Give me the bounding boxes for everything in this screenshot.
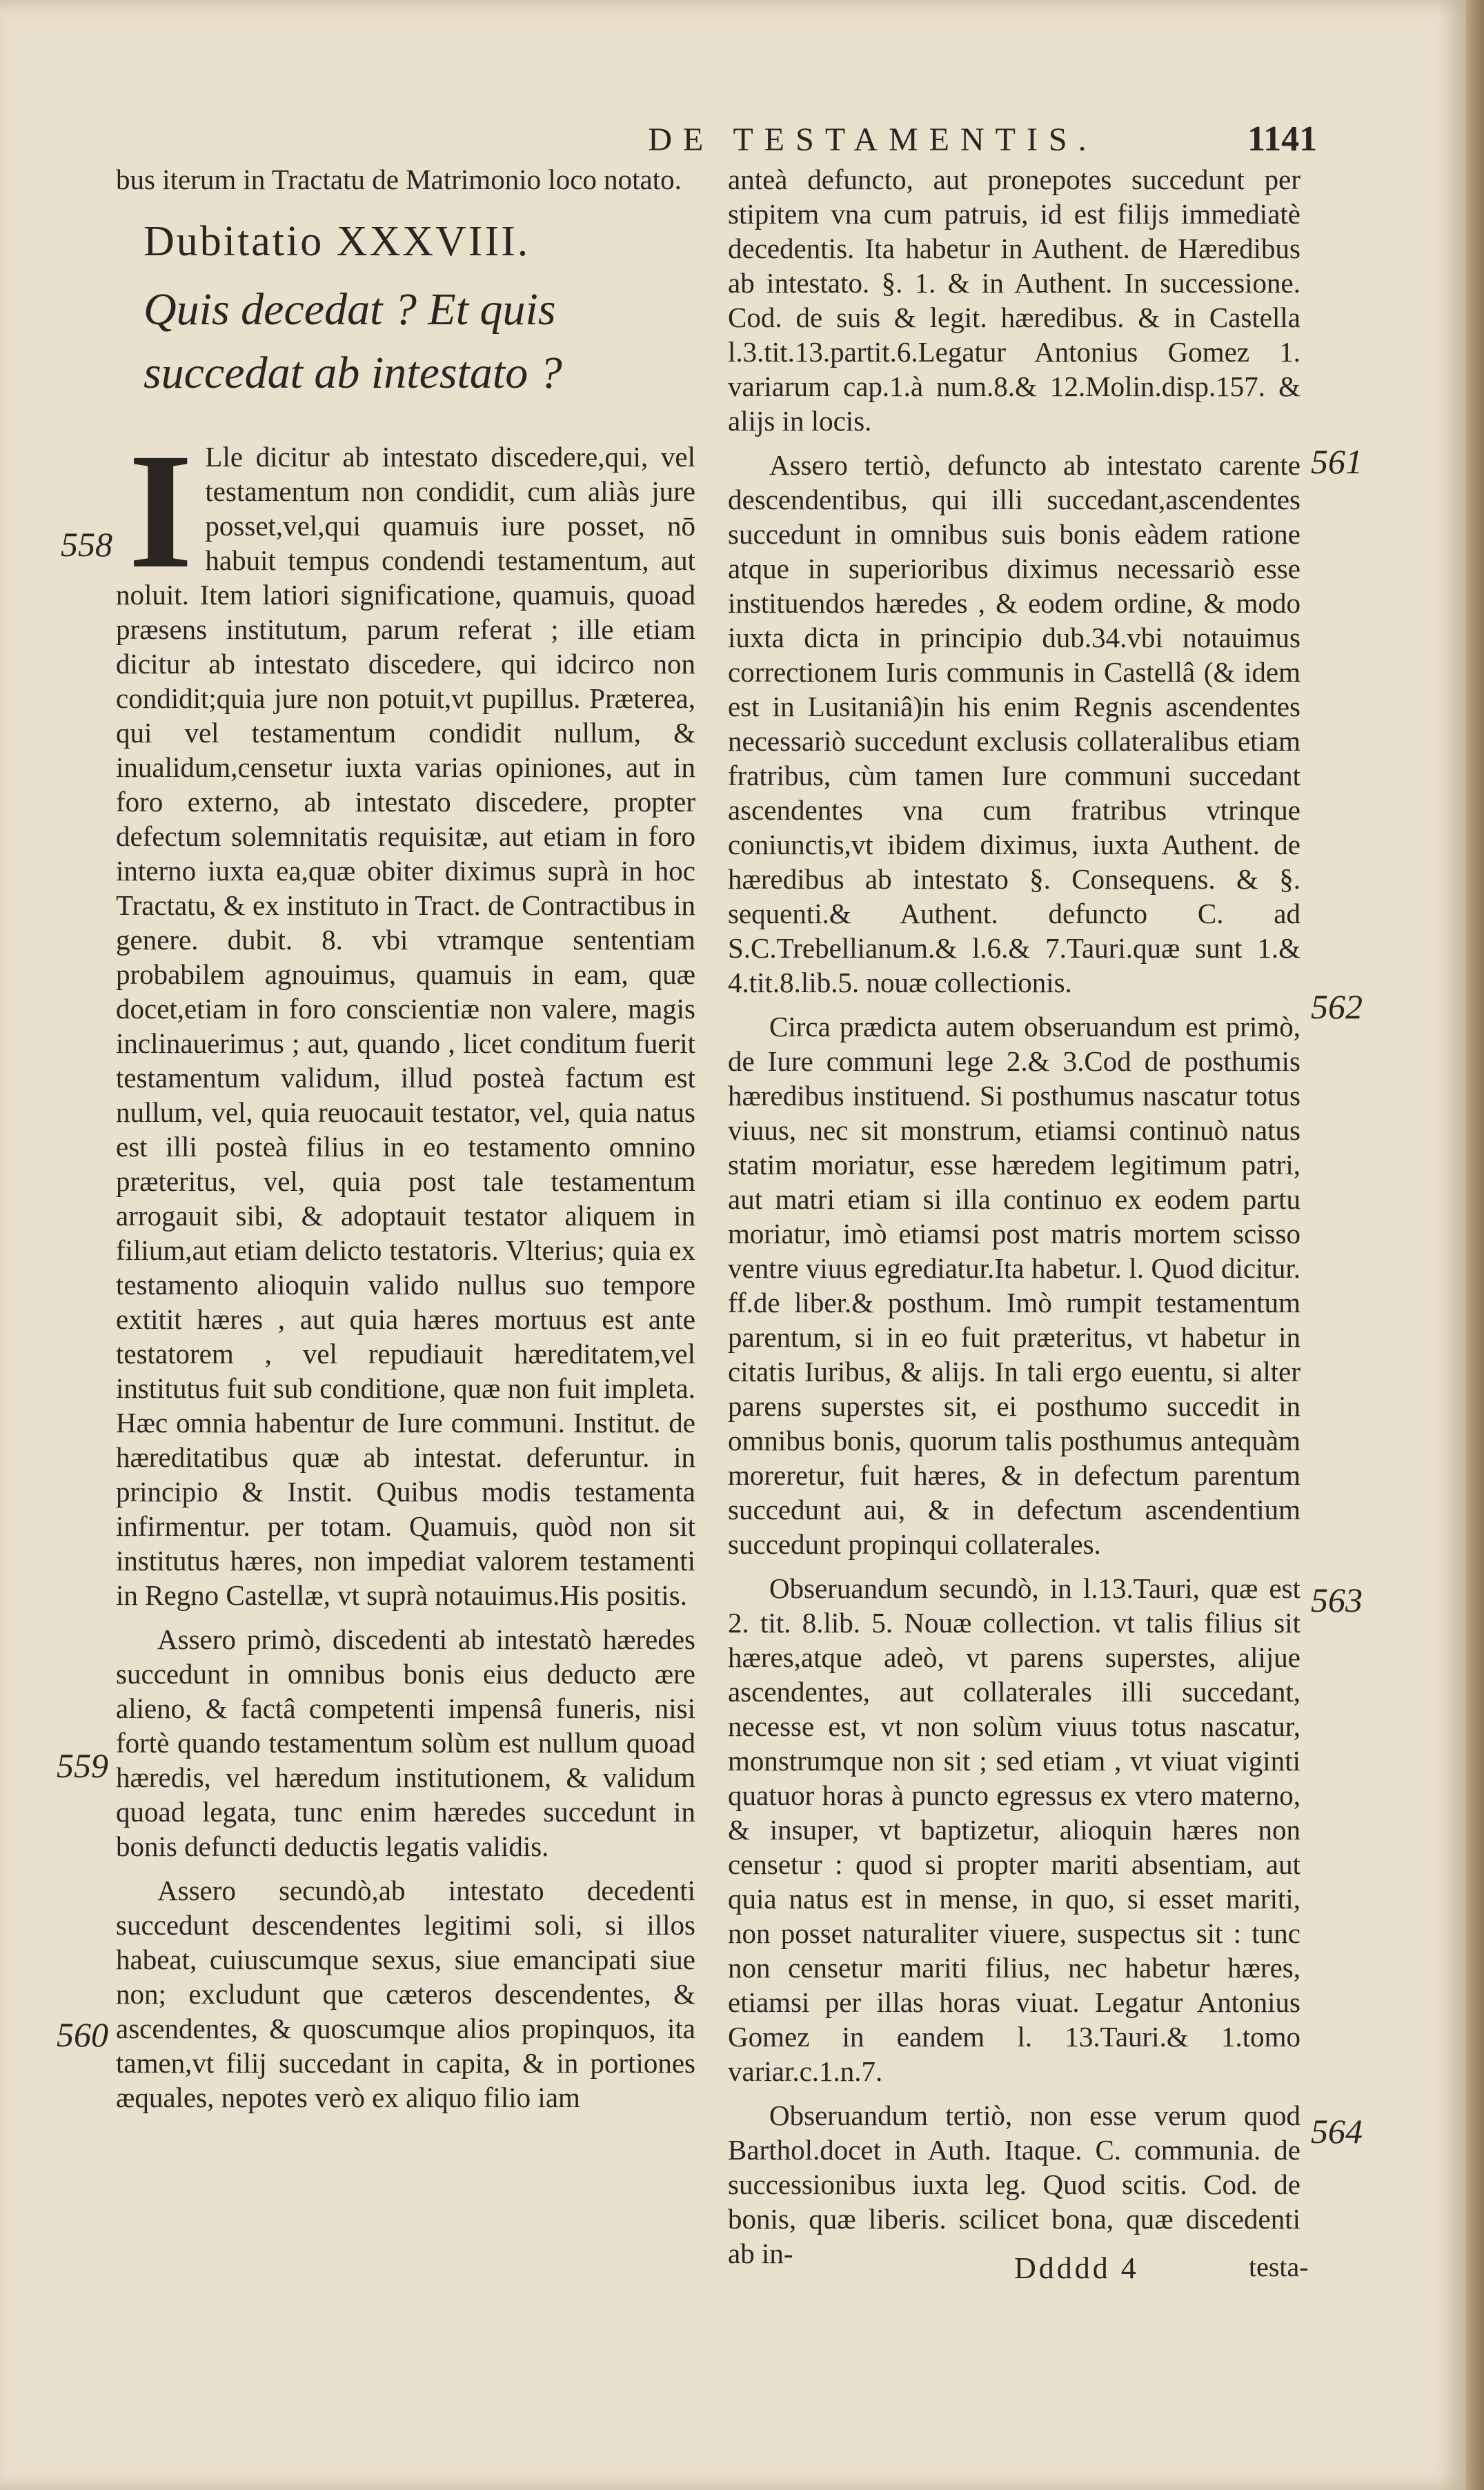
paragraph: Obseruandum tertiò, non esse verum quod Barthol.docet in Auth. Itaque. C. communia. de successionibus iuxta leg. Quod scitis. Cod. de bonis, quæ liberis. scilicet bona, quæ discedenti ab in- (728, 2099, 1300, 2269)
paragraph: anteà defuncto, aut pronepotes succedunt per stipitem vna cum patruis, id est filijs immediatè decedentis. Ita habetur in Authent. de Hæredibus ab intestato. §. 1. & in Authent. In successione. Cod. de suis & legit. hæredibus. & in Castella l.3.tit.13.partit.6.Legatur Antonius Gomez 1. variarum cap.1.à num.8.& 12.Molin.disp.157. & alijs in locis. (728, 164, 1300, 437)
right-column (728, 162, 1300, 2280)
margin-number: 560 (57, 2015, 108, 2054)
folio-number: 1141 (1247, 119, 1318, 159)
margin-number: 561 (1311, 442, 1363, 481)
margin-number: 559 (57, 1746, 108, 1785)
paragraph-text: Lle dicitur ab intestato discedere,qui, vel testamentum non condidit, cum aliàs jure posset,vel,qui quamuis iure posset, nō habuit tempus condendi testamentum, aut noluit. Item latiori significatione, quamuis, quoad præsens institutum, parum referat ; ille etiam dicitur ab intestato discedere, qui idcirco non condidit;quia jure non potuit,vt pupillus. Præterea, qui vel testamentum condidit nullum, & inualidum,censetur iuxta varias opiniones, aut in foro externo, ab intestato discedere, propter defectum solemnitatis requisitæ, aut etiam in foro interno iuxta ea,quæ obiter diximus suprà in hoc Tractatu, & ex instituto in Tract. de Contractibus in genere. dubit. 8. vbi vtramque sententiam probabilem agnouimus, quamuis in eam, quæ docet,etiam in foro conscientiæ non valere, magis inclinauerimus ; aut, quando , licet conditum fuerit testamentum validum, illud posteà factum est nullum, vel, quia reuocauit testator, vel, quia natus est illi posteà filius in eo testamento omnino præteritus, vel, quia post tale testamentum arrogauit sibi, & adoptauit testator aliquem in filium,aut etiam delicto testatoris. Vlterius; quia ex testamento alioquin valido nullus suo tempore extitit hæres , aut quia hæres mortuus est ante testatorem , vel repudiauit hæreditatem,vel institutus fuit sub conditione, quæ non fuit impleta. Hæc omnia habentur de Iure communi. Institut. de hæreditatibus quæ ab intestat. deferuntur. in principio & Instit. Quibus modis testamenta infirmentur. per totam. Quamuis, quòd non sit institutus hæres, non impediat valorem testamenti in Regno Castellæ, vt suprà notauimus.His positis. (116, 441, 695, 1611)
paragraph: Assero primò, discedenti ab intestatò hæredes succedunt in omnibus bonis eius deducto ære alieno, & factâ competenti impensâ funeris, nisi fortè quando testamentum solùm est nullum quoad hæredis, vel hæredum institutionem, & validum quoad legata, tunc enim hæredes succedunt in bonis defuncti deductis legatis validis. (116, 1623, 695, 1862)
margin-number: 558 (61, 525, 112, 564)
left-column (116, 162, 695, 2124)
paragraph: Obseruandum secundò, in l.13.Tauri, quæ est 2. tit. 8.lib. 5. Nouæ collection. vt talis filius sit hæres,atque adeò, vt parens superstes, alijue ascendentes, aut collaterales illi succedant, necesse est, vt non solùm viuus totus nascatur, monstrumque non sit ; sed etiam , vt viuat viginti quatuor horas à puncto egressus ex vtero materno, & insuper, vt baptizetur, alioquin hæres non censetur : quod si propter mariti absentiam, aut quia natus est in mense, in quo, si esset mariti, non posset naturaliter viuere, suspectus sit : tunc non censetur mariti filius, nec habetur hæres, etiamsi per illas horas viuat. Legatur Antonius Gomez in eandem l. 13.Tauri.& 1.tomo variar.c.1.n.7. (728, 1572, 1300, 2087)
paragraph: Circa prædicta autem obseruandum est primò, de Iure communi lege 2.& 3.Cod de posthumis hæredibus instituend. Si posthumus nascatur totus viuus, nec sit monstrum, etiamsi continuò natus statim moriatur, esse hæredem legitimum patri, aut matri etiam si illa continuo ex eodem partu moriatur, imò etiamsi post matris mortem scisso ventre viuus egrediatur.Ita habetur. l. Quod dicitur. ff.de liber.& posthum. Imò rumpit testamentum parentum, si in eo fuit præteritus, vt habetur in citatis Iuribus, & alijs. In tali ergo euentu, si alter parens superstes sit, ei posthumo succedit in omnibus bonis, quorum talis posthumus antequàm moreretur, fuit hæres, & in defectum parentum succedunt aui, & in defectum ascendentium succedunt propinqui collaterales. (728, 1011, 1300, 1560)
paragraph: Assero tertiò, defuncto ab intestato carente descendentibus, qui illi succedant,ascendentes succedunt in omnibus suis bonis eàdem ratione atque in superioribus diximus necessariò esse instituendos hæredes , & eodem ordine, & modo iuxta dicta in principio dub.34.vbi notauimus correctionem Iuris communis in Castellâ (& idem est in Lusitaniâ)in his enim Regnis ascendentes necessariò succedunt exclusis collateralibus etiam fratribus, cùm tamen Iure communi succedant ascendentes vna cum fratribus vtrinque coniunctis,vt ibidem diximus, iuxta Authent. de hæredibus ab intestato §. Consequens. & §. sequenti.& Authent. defuncto C. ad S.C.Trebellianum.& l.6.& 7.Tauri.quæ sunt 1.& 4.tit.8.lib.5. nouæ collectionis. (728, 449, 1300, 998)
margin-number: 564 (1311, 2112, 1363, 2151)
paragraph (116, 419, 695, 1612)
running-title: DE TESTAMENTIS. (648, 121, 1098, 158)
opening-line: bus iterum in Tractatu de Matrimonio loco notato. (116, 164, 682, 195)
signature-mark: Ddddd 4 (1014, 2251, 1139, 2285)
margin-number: 562 (1311, 987, 1363, 1026)
section-question: Quis decedat ? Et quis succedat ab intestato ? (144, 284, 562, 398)
drop-cap: I (128, 419, 193, 602)
section-heading: Dubitatio XXXVIII. (144, 218, 531, 265)
page-edge (1466, 0, 1484, 2490)
margin-number: 563 (1311, 1581, 1363, 1619)
paragraph: Assero secundò,ab intestato decedenti succedunt descendentes legitimi soli, si illos habeat, cuiuscumque sexus, siue emancipati siue non; excludunt que cæteros descendentes, & ascendentes, & quoscumque alios propinquos, ita tamen,vt filij succedant in capita, & in portiones æquales, nepotes verò ex aliquo filio iam (116, 1875, 695, 2113)
catchword: testa- (1249, 2251, 1309, 2282)
